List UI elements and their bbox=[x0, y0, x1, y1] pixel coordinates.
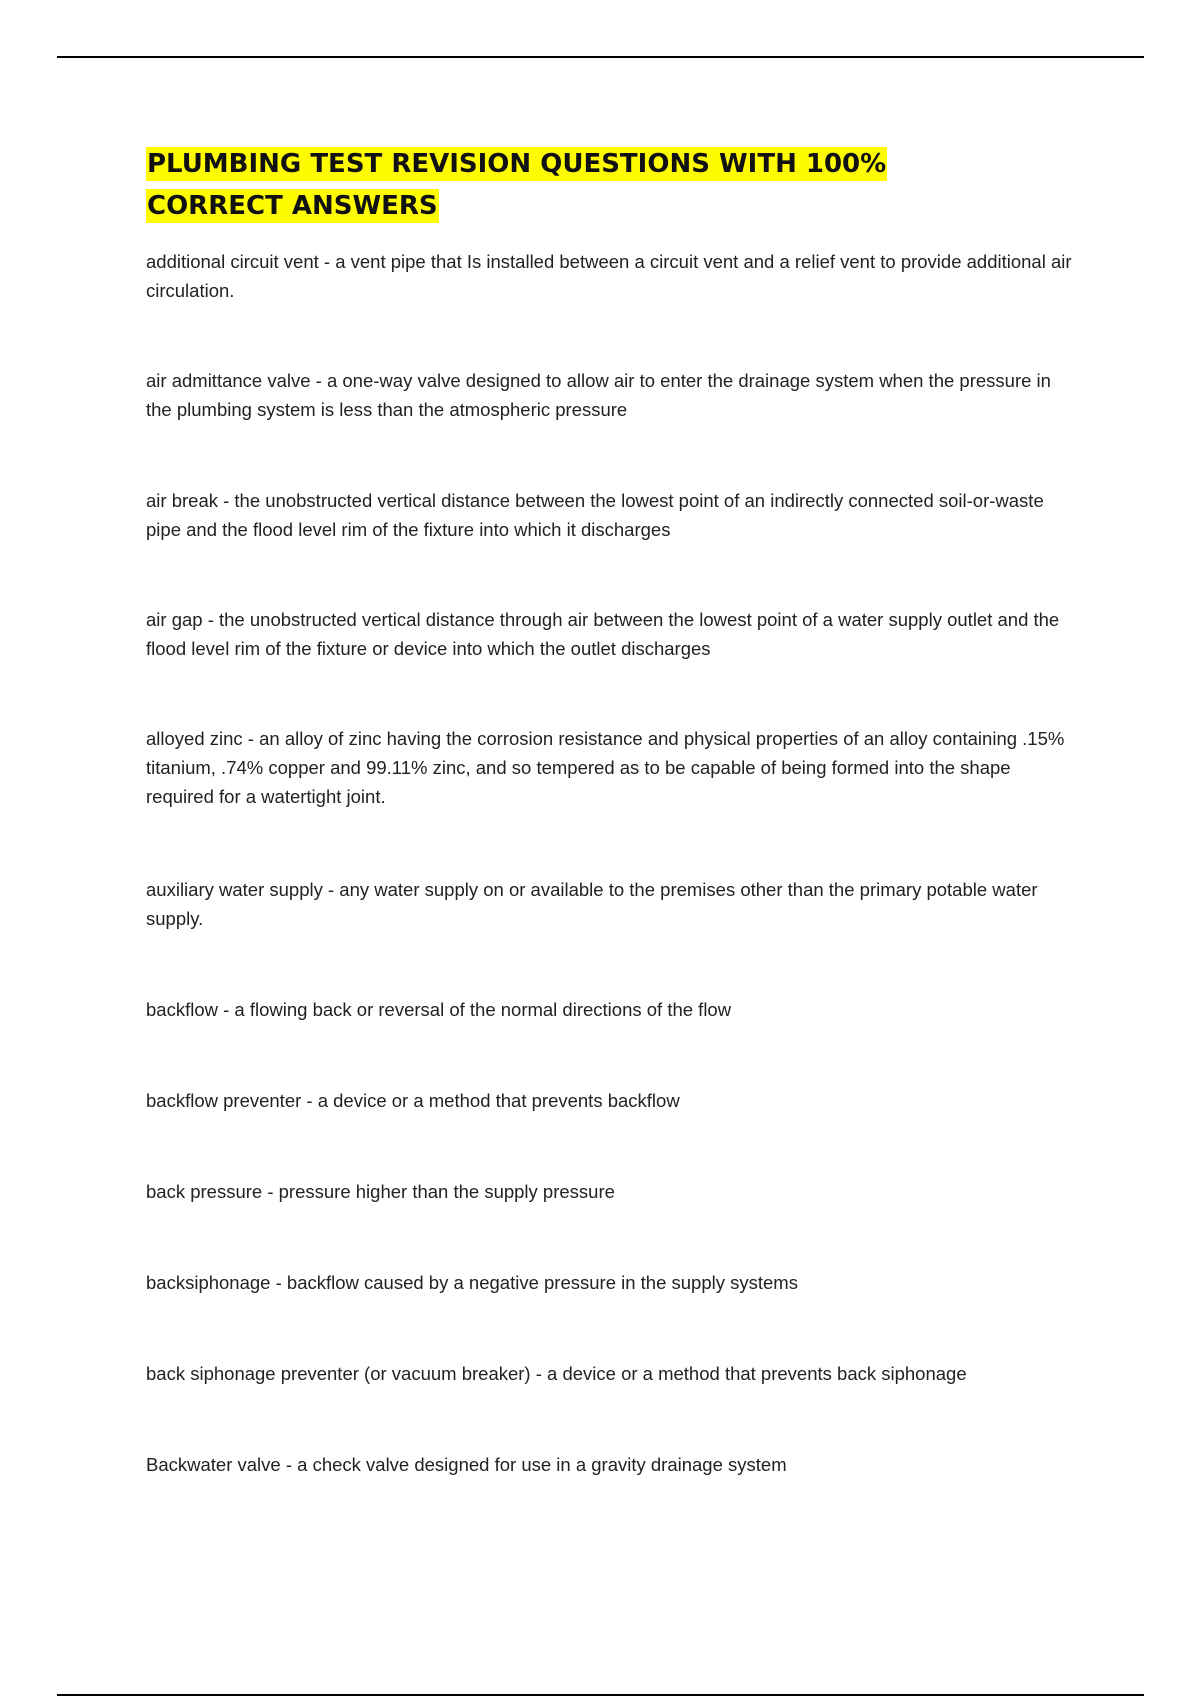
definition-entry: Backwater valve - a check valve designed for use in a gravity drainage system bbox=[146, 1454, 787, 1475]
definition-entry: back siphonage preventer (or vacuum breaker) - a device or a method that prevents back siphonage bbox=[146, 1363, 967, 1384]
page-title bbox=[146, 143, 1046, 227]
definition-entry: backflow preventer - a device or a method that prevents backflow bbox=[146, 1090, 680, 1111]
definition-entry: additional circuit vent - a vent pipe that Is installed between a circuit vent and a relief vent to provide additional air circulation. bbox=[146, 251, 1072, 301]
definition-entry: backsiphonage - backflow caused by a negative pressure in the supply systems bbox=[146, 1272, 798, 1293]
title-line-2: CORRECT ANSWERS bbox=[147, 191, 438, 221]
definition-entry: air gap - the unobstructed vertical distance through air between the lowest point of a water supply outlet and the flood level rim of the fixture or device into which the outlet discharges bbox=[146, 609, 1060, 659]
definition-entry: air break - the unobstructed vertical distance between the lowest point of an indirectly connected soil-or-waste pipe and the flood level rim of the fixture into which it discharges bbox=[146, 490, 1044, 540]
header-rule bbox=[57, 56, 1144, 58]
definition-entry: air admittance valve - a one-way valve designed to allow air to enter the drainage system when the pressure in the plumbing system is less than the atmospheric pressure bbox=[146, 370, 1051, 420]
footer-rule bbox=[57, 1694, 1144, 1696]
definition-entry: alloyed zinc - an alloy of zinc having the corrosion resistance and physical properties of an alloy containing .15% titanium, .74% copper and 99.11% zinc, and so tempered as to be capable of being formed into the shape required for a watertight joint. bbox=[146, 728, 1065, 807]
definition-entry: back pressure - pressure higher than the supply pressure bbox=[146, 1181, 615, 1202]
title-line-1: PLUMBING TEST REVISION QUESTIONS WITH 100% bbox=[147, 149, 887, 179]
definition-entry: auxiliary water supply - any water supply on or available to the premises other than the primary potable water supply. bbox=[146, 879, 1038, 929]
definition-entry: backflow - a flowing back or reversal of the normal directions of the flow bbox=[146, 999, 732, 1020]
